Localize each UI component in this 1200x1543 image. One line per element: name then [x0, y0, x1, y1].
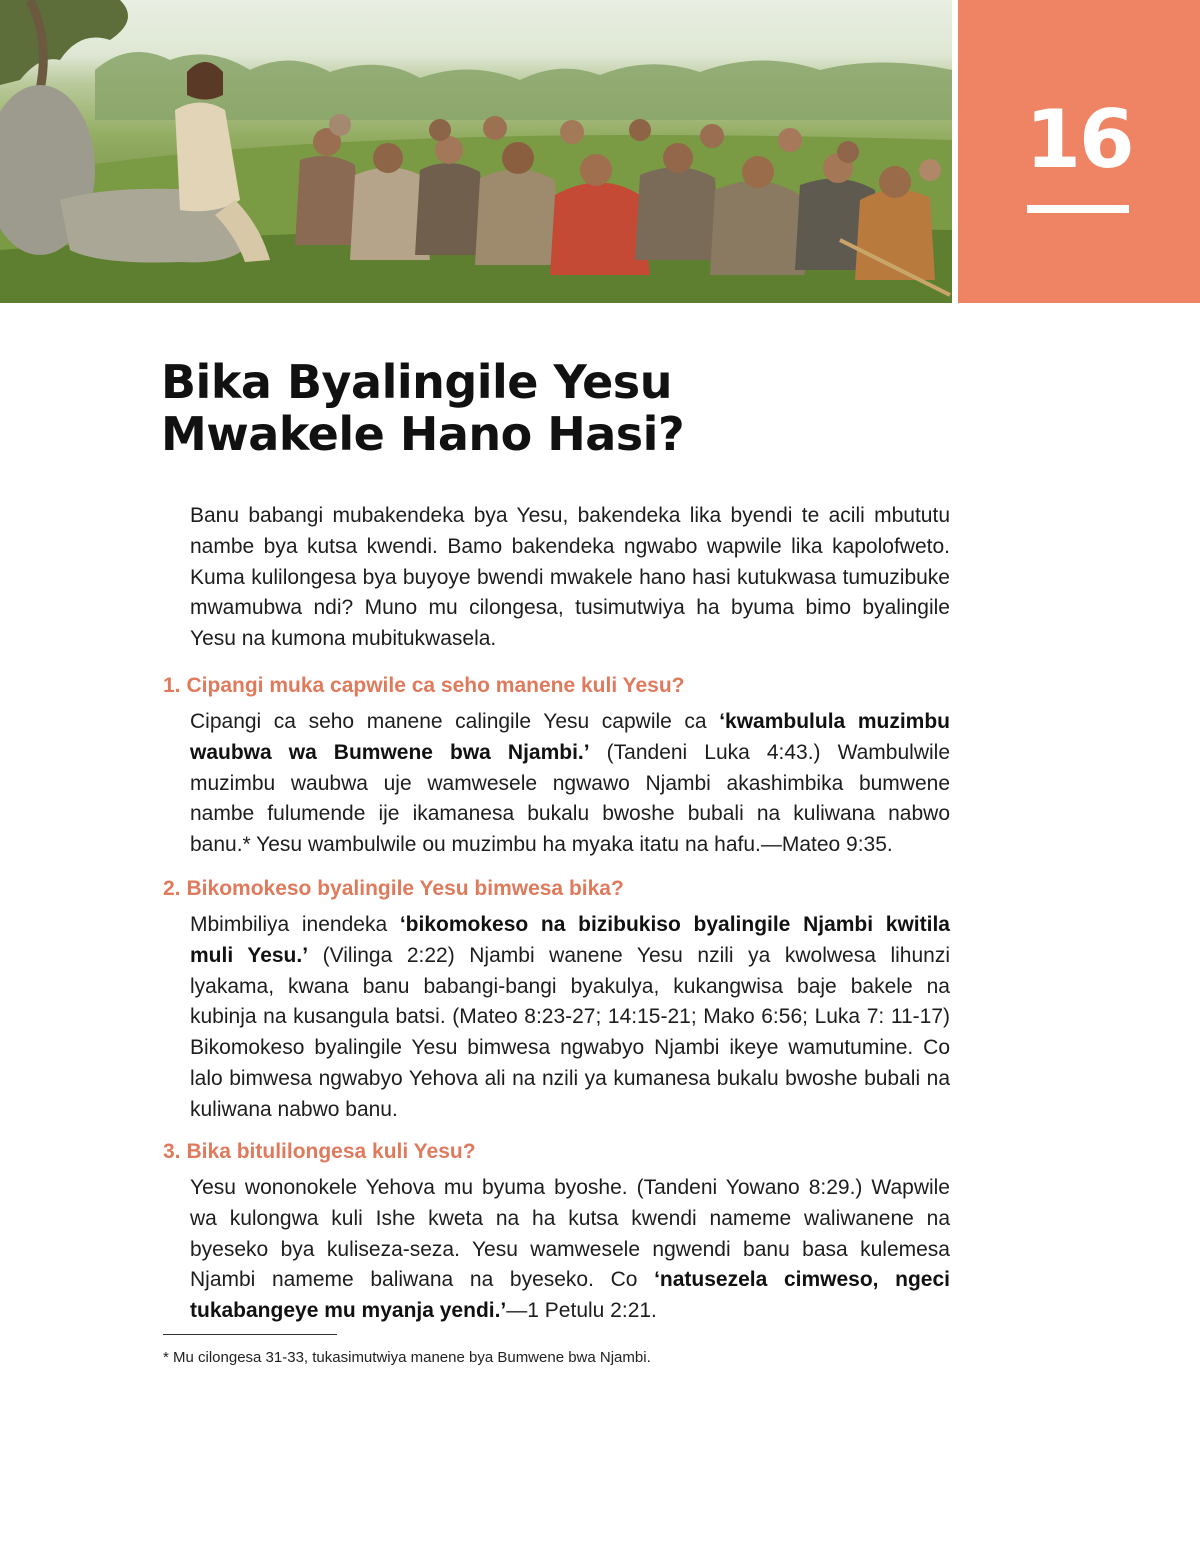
chapter-number: 16 [1025, 93, 1133, 186]
header-illustration [0, 0, 952, 303]
footnote: * Mu cilongesa 31-33, tukasimutwiya manene bya Bumwene bwa Njambi. [163, 1349, 651, 1366]
intro-paragraph: Banu babangi mubakendeka bya Yesu, bakendeka lika byendi te acili mbututu nambe bya kutsa kwendi. Bamo bakendeka ngwabo wapwile lika kapolofweto. Kuma kulilongesa bya buyoye bwendi mwakele hano hasi kutukwasa tumuzibuke mwamubwa ndi? Muno mu cilongesa, tusimutwiya ha byuma bimo byalingile Yesu na kumona mubitukwasela. [190, 504, 950, 651]
answer-text: —1 Petulu 2:21. [506, 1299, 657, 1323]
chapter-badge [958, 0, 1200, 303]
question-number: 1. [163, 674, 181, 697]
lesson-title [161, 356, 921, 460]
answer-text: (Vilinga 2:22) Njambi wanene Yesu nzili ya kwolwesa lihunzi lyakama, kwana banu babangi-bangi byakulya, kukangwisa baje bakele na kubinja na kusangula batsi. (Mateo 8:23-27; 14:15-21; Mako 6:56; Luka 7: 11-17) Bikomokeso byalingile Yesu bimwesa ngwabyo Njambi ikeye wamutumine. Co lalo bimwesa ngwabyo Yehova ali na nzili ya kumanesa bukalu bwoshe bubali na kuliwana nabwo banu. [190, 943, 951, 1121]
answer-text: Yesu wononokele Yehova mu byuma byoshe. (Tandeni Yowano 8:29.) Wapwile wa kulongwa kuli Ishe kweta na ha kutsa kwendi nameme waliwanene na byeseko bya kuliseza-seza. Yesu wamwesele ngwendi banu basa kulemesa Njambi nameme baliwana na byeseko. Co [190, 1176, 950, 1292]
answer-paragraph-3 [190, 1173, 950, 1327]
answer-paragraph-1 [190, 707, 950, 861]
question-heading-1 [163, 672, 943, 700]
question-text: Bika bitulilongesa kuli Yesu? [186, 1140, 476, 1163]
question-heading-3 [163, 1138, 943, 1166]
chapter-underline [1027, 205, 1129, 213]
question-text: Cipangi muka capwile ca seho manene kuli Yesu? [186, 674, 685, 697]
question-number: 2. [163, 877, 181, 900]
answer-paragraph-2 [190, 910, 950, 1126]
title-line-1: Bika Byalingile Yesu [161, 355, 672, 409]
answer-emphasis: ‘natusezela cimweso, ngeci tukabangeye mu myanja yendi.’ [190, 1268, 950, 1323]
answer-emphasis: ‘bikomokeso na bizibukiso byalingile Njambi kwitila muli Yesu.’ [190, 913, 950, 967]
answer-text: Cipangi ca seho manene calingile Yesu capwile ca [190, 710, 720, 733]
title-line-2: Mwakele Hano Hasi? [161, 407, 685, 461]
question-number: 3. [163, 1140, 181, 1163]
answer-text: (Tandeni Luka 4:43.) Wambulwile muzimbu waubwa uje wamwesele ngwawo Njambi akashimbika bumwene nambe fulumende ije ikamanesa bukalu bwoshe bubali na kuliwana nabwo banu.* Yesu wambulwile ou muzimbu ha myaka itatu na hafu.—Mateo 9:35. [190, 740, 951, 857]
question-heading-2 [163, 875, 943, 903]
answer-text: Mbimbiliya inendeka [190, 913, 400, 936]
footnote-divider [163, 1334, 337, 1335]
question-text: Bikomokeso byalingile Yesu bimwesa bika? [186, 877, 624, 900]
answer-emphasis: ‘kwambulula muzimbu waubwa wa Bumwene bwa Njambi.’ [190, 710, 950, 764]
hillside-crowd-picture [0, 0, 952, 303]
